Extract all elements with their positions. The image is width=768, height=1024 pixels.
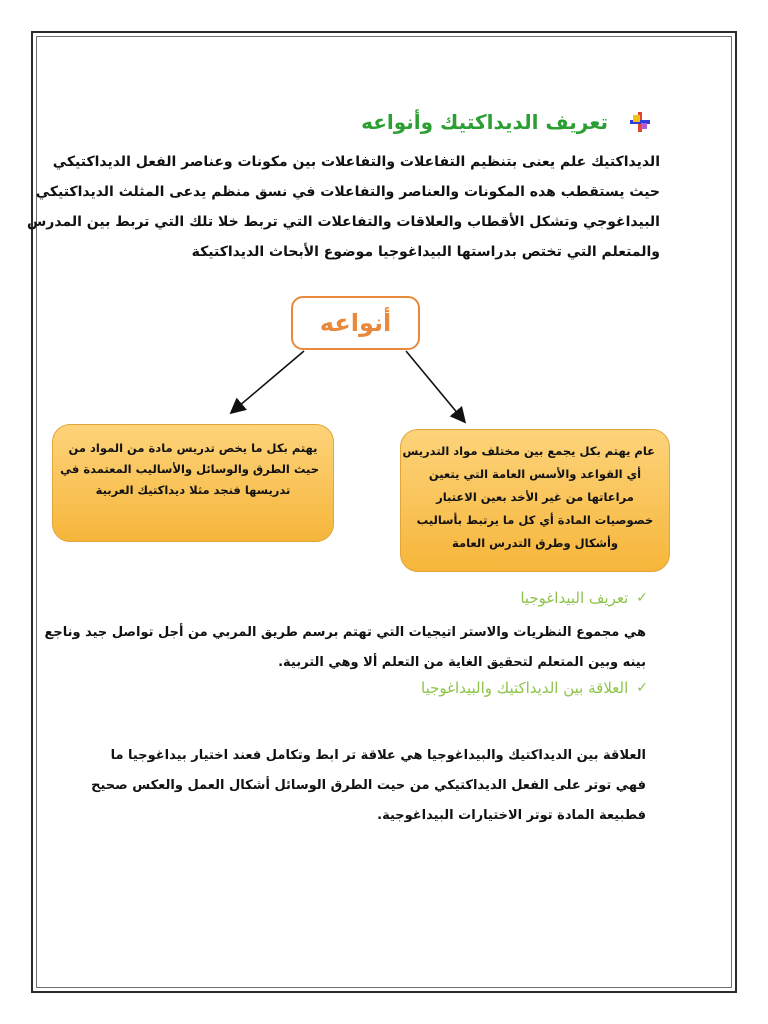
checkmark-icon: ✓ [636,590,648,606]
pedagogy-line: بينه وبين المتعلم لتحقيق الغاية من التعلم ألا وهي التربية. [278,655,646,670]
box-line: أي القواعد والأسس العامة التي يتعين [428,467,642,481]
pedagogy-line: هي مجموع النظريات والاستر اتيجيات التي تهتم برسم طريق المربي من أجل تواصل جيد وناجع [44,625,646,640]
types-root-box [291,296,420,350]
pedagogy-heading-text: تعريف البيداغوجيا [520,589,629,607]
box-line: تدريسها فنجد مثلا ديداكتيك العربية [95,483,291,497]
box-line: حيث الطرق والوسائل والأساليب المعتمدة في [60,462,319,476]
intro-line: حيث يستقطب هده المكونات والعناصر والتفاعلات في نسق منظم يدعى المثلث الديداكتيكي [35,184,660,200]
relation-line: فطبيعة المادة توتر الاختيارات البيداغوجية. [377,808,646,823]
relation-line: العلاقة بين الديداكتيك والبيداغوجيا هي علاقة تر ابط وتكامل فعند اختيار بيداغوجيا ما [110,748,646,763]
pedagogy-paragraph [44,618,646,678]
box-line: وأشكال وطرق التدرس العامة [451,536,619,550]
box-line: يهتم بكل ما يخص تدريس مادة من المواد من [68,441,318,455]
arrow-to-right-box [406,351,464,421]
relation-heading-text: العلاقة بين الديداكتيك والبيداغوجيا [421,679,629,697]
box-line: مراعاتها من غير الأخد بعين الاعتبار [436,490,634,504]
general-didactics-box [400,429,670,572]
types-root-label: أنواعه [319,309,392,337]
intro-line: والمتعلم التي تختص بدراستها البيداغوجيا موضوع الأبحاث الديداكتيكة [191,244,660,260]
specific-didactics-box [52,424,334,542]
section-title: تعريف الديداكتيك وأنواعه [361,110,608,134]
box-line: عام يهتم بكل يجمع بين مختلف مواد التدريس [402,444,655,458]
box-line: خصوصيات المادة أي كل ما يرتبط بأساليب [416,513,654,527]
pedagogy-heading [520,589,648,607]
arrow-to-left-box [232,351,304,412]
relation-line: فهي توتر على الفعل الديداكتيكي من حيت الطرق الوسائل أشكال العمل والعكس صحيح [91,778,646,793]
relation-paragraph [91,741,646,831]
relation-heading [421,679,648,697]
intro-line: الديداكتيك علم يعنى بتنظيم التفاعلات والتفاعلات بين مكونات وعناصر الفعل الديداكتيكي [52,154,660,170]
intro-line: البيداغوجي وتشكل الأقطاب والعلاقات والتفاعلات التي تربط خلا تلك التي تربط بين المدرس [26,214,660,230]
checkmark-icon: ✓ [636,680,648,696]
